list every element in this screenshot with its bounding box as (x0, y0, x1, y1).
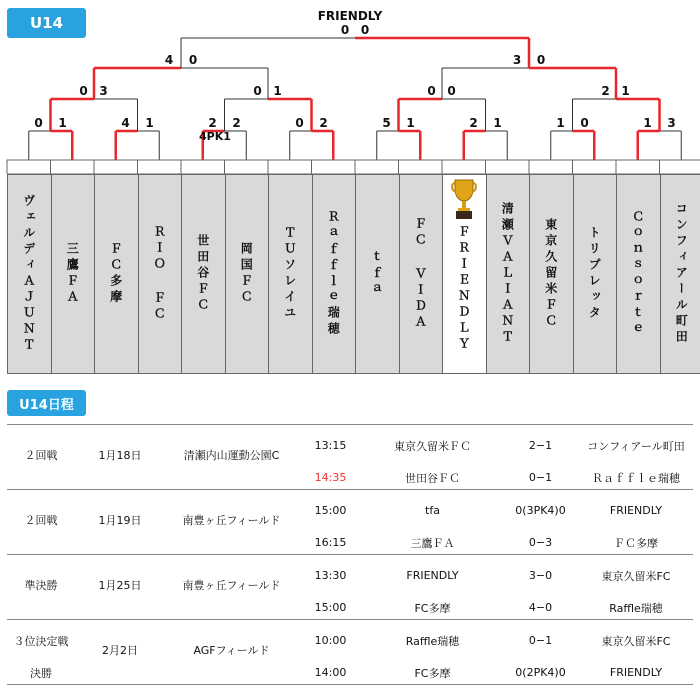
cell-venue: AGFフィールド (165, 620, 298, 662)
table-row (7, 531, 693, 555)
score-r1: 1 (490, 116, 506, 130)
cell-round: ２回戦 (7, 425, 75, 467)
team-name: 岡国ＦＣ (238, 242, 255, 306)
team-cell (225, 174, 270, 374)
cell-score: 2−1 (502, 425, 579, 467)
team-slot (181, 160, 225, 174)
team-cell (529, 174, 574, 374)
team-cell (268, 174, 313, 374)
team-cell (312, 174, 357, 374)
team-name: ヴェルディＡＪＵＮＴ (21, 194, 38, 354)
score-r1: 0 (577, 116, 593, 130)
cell-round: ３位決定戦 (7, 620, 75, 662)
final-title: FRIENDLY (300, 9, 400, 23)
team-cell (7, 174, 52, 374)
score-r1: 1 (403, 116, 419, 130)
cell-date (75, 531, 165, 555)
cell-home: Raffle瑞穂 (363, 620, 502, 662)
cell-home: 三鷹ＦＡ (363, 531, 502, 555)
cell-score: 0−1 (502, 620, 579, 662)
cell-score: 3−0 (502, 555, 579, 597)
cell-date (75, 596, 165, 620)
cell-time: 15:00 (298, 596, 363, 620)
team-name: ＦＣ ＶＩＤＡ (412, 217, 429, 331)
team-name: 三鷹ＦＡ (64, 242, 81, 306)
team-cell (355, 174, 400, 374)
cell-date (75, 661, 165, 685)
cell-venue: 南豊ヶ丘フィールド (165, 555, 298, 597)
team-cell (573, 174, 618, 374)
team-name: ＴＵソレイユ (282, 226, 299, 322)
team-cell (486, 174, 531, 374)
cell-time: 16:15 (298, 531, 363, 555)
score-r1: 1 (640, 116, 656, 130)
cell-home: FC多摩 (363, 596, 502, 620)
cell-venue (165, 661, 298, 685)
score-r1: 1 (142, 116, 158, 130)
table-row (7, 490, 693, 532)
cell-score: 0−1 (502, 466, 579, 490)
score-r2: 0 (444, 84, 460, 98)
cell-date: 2月2日 (75, 620, 165, 662)
team-slot (442, 160, 486, 174)
cell-venue: 南豊ヶ丘フィールド (165, 490, 298, 532)
cell-home: FRIENDLY (363, 555, 502, 597)
team-name: コンフィアール町田 (673, 202, 690, 346)
score-r1: 4 (118, 116, 134, 130)
cell-away: ＦＣ多摩 (579, 531, 693, 555)
cell-away: FRIENDLY (579, 661, 693, 685)
team-slot (7, 160, 51, 174)
team-cell (51, 174, 96, 374)
score-r1: 3 (664, 116, 680, 130)
team-name: ＦＣ多摩 (108, 242, 125, 306)
table-row (7, 466, 693, 490)
team-slot (486, 160, 530, 174)
team-slot (225, 160, 269, 174)
team-slot (94, 160, 138, 174)
team-name: トリプレッタ (586, 226, 603, 322)
score-final: 0 (357, 23, 373, 37)
score-r2: 3 (96, 84, 112, 98)
schedule-table (7, 424, 693, 685)
cell-round (7, 466, 75, 490)
cell-round: 決勝 (7, 661, 75, 685)
team-slot (355, 160, 399, 174)
score-r1: 2 (229, 116, 245, 130)
team-cell (660, 174, 700, 374)
cell-away: 東京久留米FC (579, 620, 693, 662)
score-r1: 5 (379, 116, 395, 130)
pk-note: 4PK1 (199, 130, 231, 143)
team-slot (660, 160, 700, 174)
team-slot (529, 160, 573, 174)
team-slot (51, 160, 95, 174)
score-r3: 0 (533, 53, 549, 67)
cell-date: 1月25日 (75, 555, 165, 597)
team-name: ＦＲＩＥＮＤＬＹ (456, 225, 473, 353)
cell-score: 0−3 (502, 531, 579, 555)
team-slot (399, 160, 443, 174)
team-slot (573, 160, 617, 174)
table-row (7, 555, 693, 597)
score-final: 0 (337, 23, 353, 37)
score-r1: 1 (55, 116, 71, 130)
table-row (7, 661, 693, 685)
score-r2: 0 (76, 84, 92, 98)
cell-round: 準決勝 (7, 555, 75, 597)
team-slot (616, 160, 660, 174)
cell-away: Raffle瑞穂 (579, 596, 693, 620)
cell-venue: 清瀬内山運動公園C (165, 425, 298, 467)
cell-away: 東京久留米FC (579, 555, 693, 597)
team-slot (312, 160, 356, 174)
table-row (7, 425, 693, 467)
cell-score: 0(2PK4)0 (502, 661, 579, 685)
team-name: 清瀬ＶＡＬＩＡＮＴ (499, 202, 516, 346)
score-r2: 0 (424, 84, 440, 98)
cell-home: 東京久留米ＦＣ (363, 425, 502, 467)
team-name: 世田谷ＦＣ (195, 234, 212, 314)
team-name: Ｒａｆｆｌｅ瑞穂 (325, 210, 342, 338)
cell-time: 13:30 (298, 555, 363, 597)
schedule-badge: U14日程 (7, 390, 86, 416)
cell-time: 10:00 (298, 620, 363, 662)
team-cell (138, 174, 183, 374)
score-r1: 2 (316, 116, 332, 130)
cell-venue (165, 466, 298, 490)
cell-time: 13:15 (298, 425, 363, 467)
score-r1: 2 (466, 116, 482, 130)
table-row (7, 620, 693, 662)
team-name: Ｃｏｎｓｏｒｔｅ (630, 210, 647, 338)
score-r1: 0 (31, 116, 47, 130)
team-cell (94, 174, 139, 374)
score-r3: 4 (161, 53, 177, 67)
team-slot (138, 160, 182, 174)
cell-venue (165, 596, 298, 620)
team-cell (181, 174, 226, 374)
score-r2: 1 (618, 84, 634, 98)
score-r2: 1 (270, 84, 286, 98)
cell-home: 世田谷ＦＣ (363, 466, 502, 490)
cell-date: 1月18日 (75, 425, 165, 467)
score-r3: 0 (185, 53, 201, 67)
cell-round: ２回戦 (7, 490, 75, 532)
score-r1: 2 (205, 116, 221, 130)
team-cell (616, 174, 661, 374)
cell-away: コンフィアール町田 (579, 425, 693, 467)
score-r2: 0 (250, 84, 266, 98)
cell-time: 14:35 (298, 466, 363, 490)
cell-score: 4−0 (502, 596, 579, 620)
cell-date (75, 466, 165, 490)
cell-home: FC多摩 (363, 661, 502, 685)
score-r1: 0 (292, 116, 308, 130)
cell-round (7, 531, 75, 555)
cell-round (7, 596, 75, 620)
cell-home: tfa (363, 490, 502, 532)
header-badge: U14 (7, 8, 86, 38)
cell-time: 15:00 (298, 490, 363, 532)
score-r3: 3 (509, 53, 525, 67)
team-slot (268, 160, 312, 174)
cell-venue (165, 531, 298, 555)
cell-date: 1月19日 (75, 490, 165, 532)
trophy-icon (450, 177, 478, 221)
score-r1: 1 (553, 116, 569, 130)
team-name: ｔｆａ (369, 250, 386, 298)
score-r2: 2 (598, 84, 614, 98)
team-name: ＲＩＯ ＦＣ (151, 225, 168, 323)
team-cell (399, 174, 444, 374)
team-name: 東京久留米ＦＣ (543, 218, 560, 330)
team-cell (442, 174, 487, 374)
table-row (7, 596, 693, 620)
cell-away: Ｒａｆｆｌｅ瑞穂 (579, 466, 693, 490)
cell-time: 14:00 (298, 661, 363, 685)
cell-score: 0(3PK4)0 (502, 490, 579, 532)
cell-away: FRIENDLY (579, 490, 693, 532)
